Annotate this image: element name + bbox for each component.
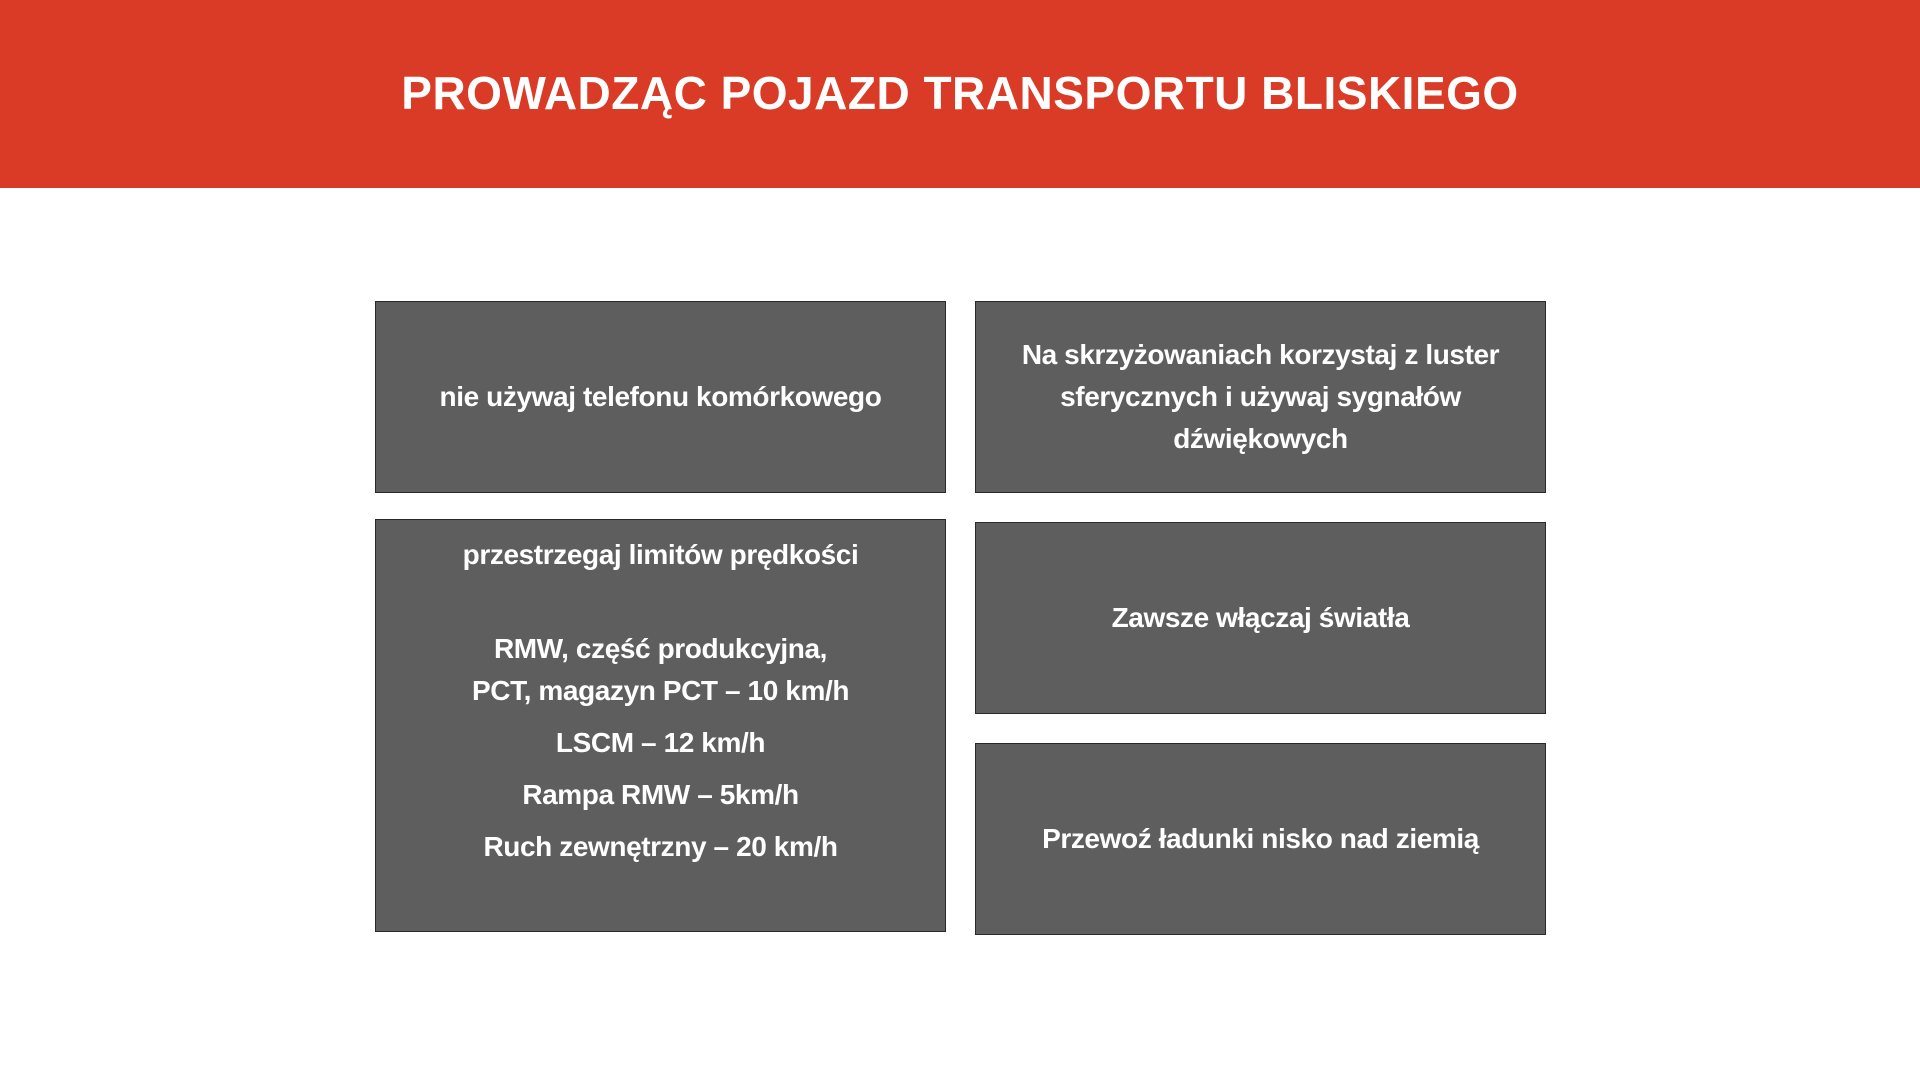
rule-text-no-phone: nie używaj telefonu komórkowego [439,381,882,412]
speed-limits-heading: przestrzegaj limitów prędkości [462,539,859,570]
speed-limit-item: RMW, część produkcyjna, [493,633,828,664]
rule-text-line: Na skrzyżowaniach korzystaj z luster [1021,339,1500,370]
rule-text-loads: Przewoź ładunki nisko nad ziemią [1042,823,1479,854]
rule-box-lights [975,522,1546,714]
speed-limit-item: PCT, magazyn PCT – 10 km/h [471,675,850,706]
rule-text-line: sferycznych i używaj sygnałów dźwiękowych [1060,381,1461,454]
speed-limit-item: LSCM – 12 km/h [555,727,766,758]
speed-limits-list [376,628,945,868]
rule-text-lights: Zawsze włączaj światła [1111,602,1410,633]
page-title: PROWADZĄC POJAZD TRANSPORTU BLISKIEGO [401,67,1519,119]
rule-box-mirrors-signals [975,301,1546,493]
rule-text-mirrors-signals [976,334,1545,460]
rule-box-speed-limits [375,519,946,932]
rule-box-no-phone [375,301,946,493]
speed-limit-item: Rampa RMW – 5km/h [522,779,799,810]
speed-limit-item: Ruch zewnętrzny – 20 km/h [483,831,838,862]
title-banner [0,0,1920,188]
rule-box-loads [975,743,1546,935]
